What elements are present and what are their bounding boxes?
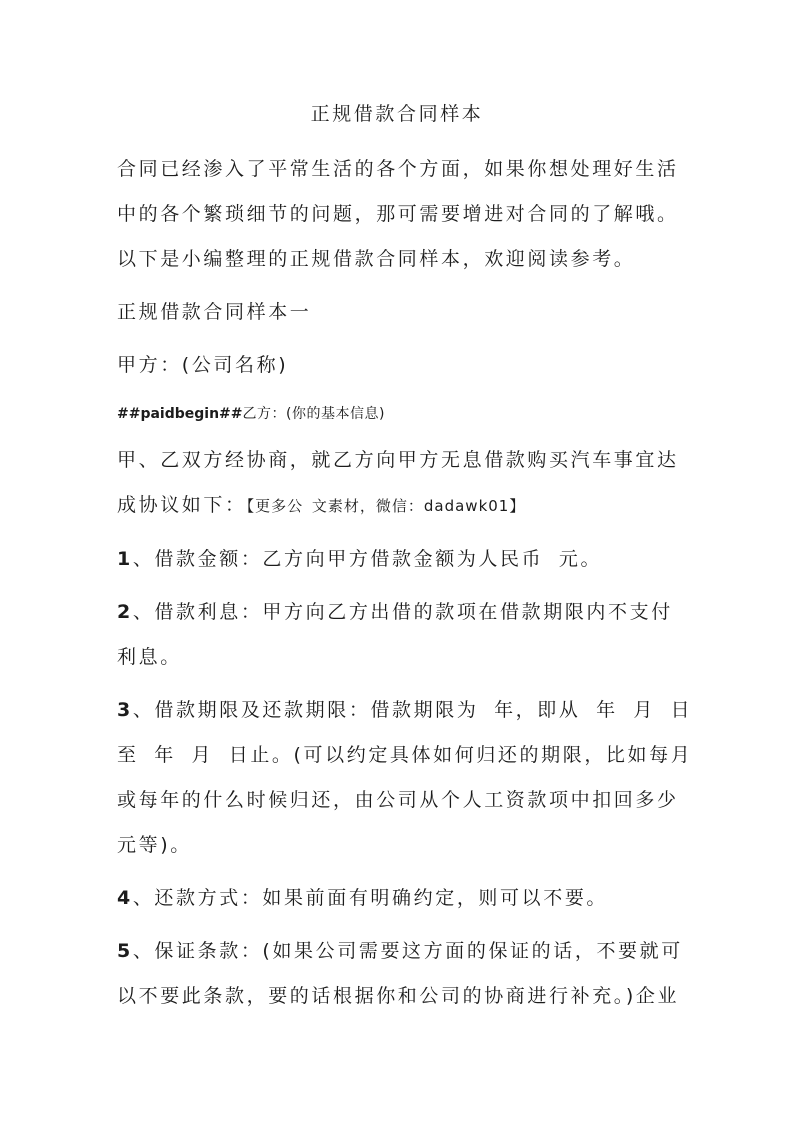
text-segment: 元等)。 — [117, 834, 192, 856]
text-segment: 中的各个繁琐细节的问题，那可需要增进对合同的了解哦。 — [117, 203, 679, 225]
text-segment: 甲方：(公司名称) — [117, 354, 289, 376]
text-segment: 、还款方式：如果前面有明确约定，则可以不要。 — [132, 887, 609, 909]
text-line — [117, 688, 693, 733]
intro-paragraph — [117, 147, 677, 282]
text-segment: 乙方：(你的基本信息) — [242, 406, 385, 422]
text-segment: 2 — [117, 601, 133, 623]
agreement-paragraph — [117, 438, 677, 529]
text-segment: 甲、乙双方经协商，就乙方向甲方无息借款购买汽车事宜达 — [117, 449, 679, 471]
text-line — [117, 237, 677, 282]
text-segment: 、借款期限及还款期限：借款期限为 年，即从 年 月 日 — [132, 699, 693, 721]
text-line — [117, 590, 677, 635]
text-segment: 【更多公 文素材，微信：dadawk01】 — [246, 497, 526, 515]
text-segment: 4 — [117, 887, 133, 909]
text-segment: 合同已经渗入了平常生活的各个方面，如果你想处理好生活 — [117, 158, 679, 180]
text-segment: ##paidbegin## — [117, 406, 243, 422]
text-line — [117, 823, 677, 868]
text-line — [117, 147, 677, 192]
text-line — [117, 343, 677, 388]
text-line — [117, 438, 677, 483]
clause-5 — [117, 929, 683, 1019]
doc-title — [117, 92, 677, 137]
text-segment: 以下是小编整理的正规借款合同样本，欢迎阅读参考。 — [117, 248, 636, 270]
text-segment: 利息。 — [117, 646, 182, 668]
text-line — [117, 396, 677, 430]
party-b-line — [117, 396, 677, 430]
text-line — [117, 929, 683, 974]
sample-heading — [117, 290, 677, 335]
party-a-line — [117, 343, 677, 388]
text-line — [117, 635, 677, 680]
doc-title-text: 正规借款合同样本 — [310, 103, 484, 125]
text-segment: 至 年 月 日止。(可以约定具体如何归还的期限，比如每月 — [117, 744, 693, 766]
text-segment: 、借款金额：乙方向甲方借款金额为人民币 元。 — [132, 548, 603, 570]
clause-1 — [117, 537, 677, 582]
clause-3 — [117, 688, 693, 868]
text-line — [117, 974, 680, 1019]
text-segment: 、保证条款：(如果公司需要这方面的保证的话，不要就可 — [132, 940, 683, 962]
text-line — [117, 192, 677, 237]
text-line — [117, 876, 677, 921]
text-line — [117, 537, 677, 582]
text-segment: 3 — [117, 699, 133, 721]
text-line — [117, 483, 677, 529]
doc-body — [117, 147, 693, 1019]
text-segment: 或每年的什么时候归还，由公司从个人工资款项中扣回多少 — [117, 789, 679, 811]
text-line — [117, 778, 677, 823]
clause-4 — [117, 876, 677, 921]
text-segment: 5 — [117, 940, 133, 962]
text-line — [117, 733, 693, 778]
text-line — [117, 290, 677, 335]
text-segment: 正规借款合同样本一 — [117, 301, 312, 323]
text-segment: 以不要此条款，要的话根据你和公司的协商进行补充。)企业 — [117, 985, 680, 1007]
clause-2 — [117, 590, 677, 680]
text-segment: 、借款利息：甲方向乙方出借的款项在借款期限内不支付 — [132, 601, 673, 623]
text-segment: 成协议如下： — [117, 494, 247, 516]
text-segment: 1 — [117, 548, 133, 570]
